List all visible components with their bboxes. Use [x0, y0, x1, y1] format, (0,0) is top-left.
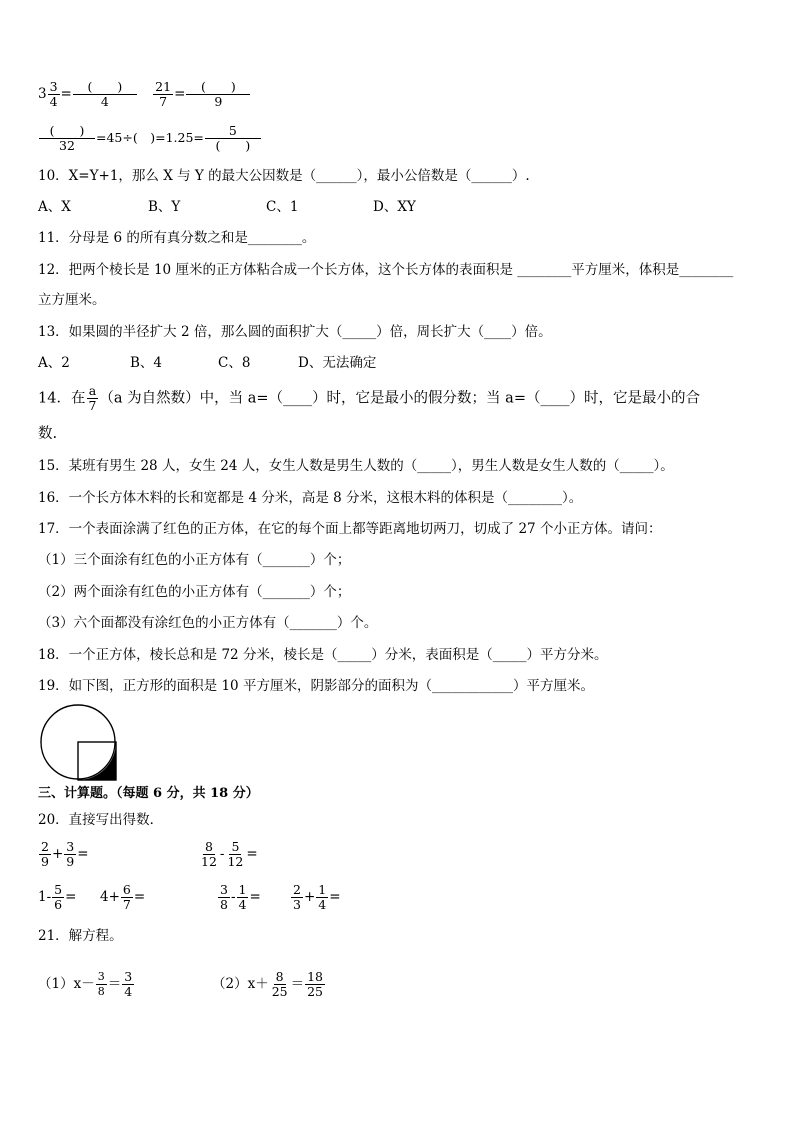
numerator: ( )	[73, 80, 137, 95]
denominator: 9	[214, 94, 223, 109]
fraction	[122, 970, 134, 999]
denominator: 12	[227, 854, 244, 869]
fraction	[73, 80, 137, 109]
operator: +	[303, 889, 316, 905]
numerator: 1	[318, 882, 327, 897]
denominator: 32	[59, 138, 75, 153]
denominator: 25	[307, 984, 324, 999]
q20-expr-6	[290, 883, 341, 912]
q21-equation-1	[38, 970, 135, 999]
fraction	[153, 80, 173, 109]
numerator: 3	[124, 969, 133, 984]
fraction	[225, 840, 245, 869]
equals: =	[246, 846, 258, 862]
denominator: 8	[97, 985, 105, 998]
fraction	[316, 883, 328, 912]
numerator: 2	[41, 839, 49, 854]
denominator: 7	[122, 897, 131, 912]
operator: -	[230, 889, 236, 905]
fraction	[205, 124, 261, 153]
mixed-whole: 3	[38, 86, 47, 102]
q20-expr-3	[38, 883, 76, 912]
denominator: ( )	[215, 138, 251, 153]
denominator: 12	[201, 854, 217, 869]
question-17-sub3: （3）六个面都没有涂红色的小正方体有（_______）个。	[38, 615, 378, 631]
numerator: 5	[54, 882, 63, 897]
question-14	[38, 384, 700, 413]
fraction	[39, 840, 51, 869]
fraction	[48, 80, 60, 109]
fraction	[237, 883, 249, 912]
q20-expr-2	[198, 840, 258, 869]
fraction	[86, 384, 98, 413]
lead-term: 1-	[38, 889, 52, 905]
equals: =	[174, 86, 186, 102]
q20-expr-5	[217, 883, 261, 912]
equals: =	[65, 889, 77, 905]
operator: +	[51, 846, 64, 862]
numerator: a	[88, 383, 97, 398]
denominator: 9	[41, 854, 49, 869]
denominator: 7	[159, 94, 168, 109]
equals: ＝	[290, 976, 305, 992]
q20-expr-1	[38, 840, 89, 869]
option-a: A、X	[38, 199, 71, 215]
denominator: 4	[318, 897, 327, 912]
equals: ＝	[107, 976, 122, 992]
fraction	[64, 840, 76, 869]
fraction	[270, 970, 290, 999]
numerator: 2	[293, 882, 301, 897]
equation-label: （2）x＋	[212, 976, 269, 992]
option-c: C、8	[218, 355, 251, 371]
numerator: 3	[97, 970, 105, 983]
question-17: 17．一个表面涂满了红色的正方体，在它的每个面上都等距离地切两刀，切成了 27 个小正方体。请问：	[38, 521, 662, 537]
fraction	[39, 124, 95, 153]
denominator: 6	[54, 897, 63, 912]
numerator: 18	[307, 969, 324, 984]
numerator: 6	[122, 882, 131, 897]
fraction	[305, 970, 325, 999]
fraction	[199, 840, 219, 869]
equals: =	[329, 889, 341, 905]
denominator: 4	[238, 897, 247, 912]
question-11: 11．分母是 6 的所有真分数之和是________。	[38, 230, 316, 246]
fraction	[121, 883, 133, 912]
denominator: 4	[49, 94, 58, 109]
option-d: D、XY	[373, 199, 416, 215]
question-21-title: 21．解方程。	[38, 928, 123, 944]
numerator: 3	[66, 839, 75, 854]
question-20-title: 20．直接写出得数．	[38, 812, 164, 828]
equals: =	[77, 846, 89, 862]
denominator: 9	[66, 854, 75, 869]
numerator: ( )	[186, 80, 250, 95]
question-18: 18．一个正方体，棱长总和是 72 分米，棱长是（_____）分米，表面积是（_____）平方分米。	[38, 647, 608, 663]
option-b: B、4	[130, 355, 163, 371]
option-b: B、Y	[148, 199, 181, 215]
q20-expr-4	[100, 883, 145, 912]
numerator: 21	[155, 79, 172, 94]
q14-suffix: （a 为自然数）中，当 a=（____）时，它是最小的假分数；当 a=（____）时，它是最小的合	[99, 390, 700, 407]
numerator: 8	[275, 969, 284, 984]
q14-prefix: 14．在	[38, 390, 86, 407]
question-12-line1: 12．把两个棱长是 10 厘米的正方体粘合成一个长方体，这个长方体的表面积是 ________平方厘米，体积是________	[38, 262, 734, 278]
q9-row1	[38, 80, 251, 109]
denominator: 7	[88, 398, 97, 413]
fraction	[186, 80, 250, 109]
numerator: 3	[49, 79, 58, 94]
operator: -	[219, 846, 225, 862]
question-17-sub1: （1）三个面涂有红色的小正方体有（_______）个；	[38, 552, 351, 568]
circle-square-figure	[40, 704, 120, 784]
lead-term: 4+	[100, 889, 120, 905]
equals: =	[60, 86, 72, 102]
question-10: 10．X=Y+1，那么 X 与 Y 的最大公因数是（______），最小公倍数是（______）.	[38, 168, 530, 184]
equation-label: （1）x－	[38, 976, 95, 992]
denominator: 25	[271, 984, 288, 999]
equals: =	[133, 889, 146, 905]
q9-row2	[38, 124, 262, 153]
question-14-line2: 数.	[38, 426, 58, 442]
denominator: 4	[100, 94, 109, 109]
equation-middle: =45÷( )=1.25=	[96, 130, 204, 145]
denominator: 8	[220, 897, 228, 912]
numerator: ( )	[39, 124, 95, 139]
numerator: 3	[220, 882, 228, 897]
option-d: D、无法确定	[298, 355, 377, 371]
denominator: 4	[124, 984, 133, 999]
denominator: 3	[293, 897, 301, 912]
fraction	[291, 883, 303, 912]
question-13: 13．如果圆的半径扩大 2 倍，那么圆的面积扩大（_____）倍，周长扩大（____）倍。	[38, 324, 552, 340]
question-16: 16．一个长方体木料的长和宽都是 4 分米，高是 8 分米，这根木料的体积是（________）。	[38, 490, 583, 506]
fraction	[96, 970, 107, 999]
option-a: A、2	[38, 355, 70, 371]
equals: =	[249, 889, 261, 905]
fraction	[52, 883, 64, 912]
numerator: 5	[231, 839, 240, 854]
option-c: C、1	[266, 199, 299, 215]
question-15: 15．某班有男生 28 人，女生 24 人，女生人数是男生人数的（_____），男生人数是女生人数的（_____）。	[38, 458, 674, 474]
question-17-sub2: （2）两个面涂有红色的小正方体有（_______）个；	[38, 584, 351, 600]
numerator: 1	[238, 882, 247, 897]
fraction	[218, 883, 230, 912]
question-12-line2: 立方厘米。	[38, 292, 106, 308]
numerator: 5	[205, 124, 261, 139]
numerator: 8	[204, 839, 213, 854]
q21-equation-2	[212, 970, 326, 999]
section-3-title: 三、计算题。（每题 6 分，共 18 分）	[38, 786, 259, 801]
question-19: 19．如下图，正方形的面积是 10 平方厘米，阴影部分的面积为（____________）平方厘米。	[38, 678, 594, 694]
